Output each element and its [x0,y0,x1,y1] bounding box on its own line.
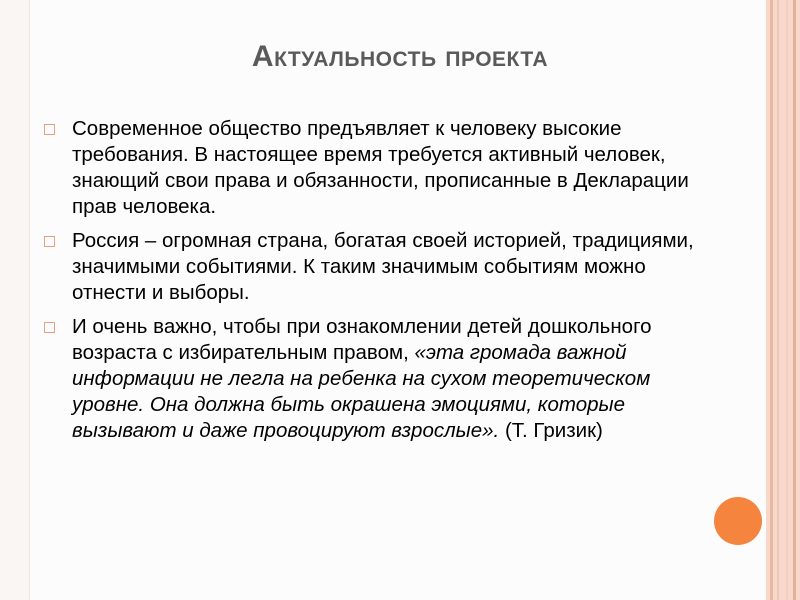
right-stripe-decoration [766,0,800,600]
stripe [793,0,796,600]
bullet-list [44,116,694,452]
square-bullet-icon [44,322,55,333]
stripe [770,0,773,600]
left-frame-decoration [0,0,30,600]
bullet-text: Россия – огромная страна, богатая своей историей, традициями, значимыми событиями. К таким значимым событиям можно отнести и выборы. [72,229,694,304]
list-item [44,314,694,444]
bullet-text: И очень важно, чтобы при ознакомлении детей дошкольного возраста с избирательным правом, [72,315,652,364]
square-bullet-icon [44,124,55,135]
orange-circle-decoration [714,497,762,545]
stripe [786,0,788,600]
quote-text: «эта громада важной информации не легла на ребенка на сухом теоретическом уровне. Она должна быть окрашена эмоциями, которые вызывают и даже провоцируют взрослые». [72,341,651,442]
stripe [777,0,779,600]
citation-author: (Т. Гризик) [499,419,603,442]
bullet-text: Современное общество предъявляет к человеку высокие требования. В настоящее время требуется активный человек, знающий свои права и обязанности, прописанные в Декларации прав человека. [72,117,689,218]
list-item [44,228,694,306]
list-item [44,116,694,220]
square-bullet-icon [44,236,55,247]
slide-title: Актуальность проекта [251,40,549,73]
